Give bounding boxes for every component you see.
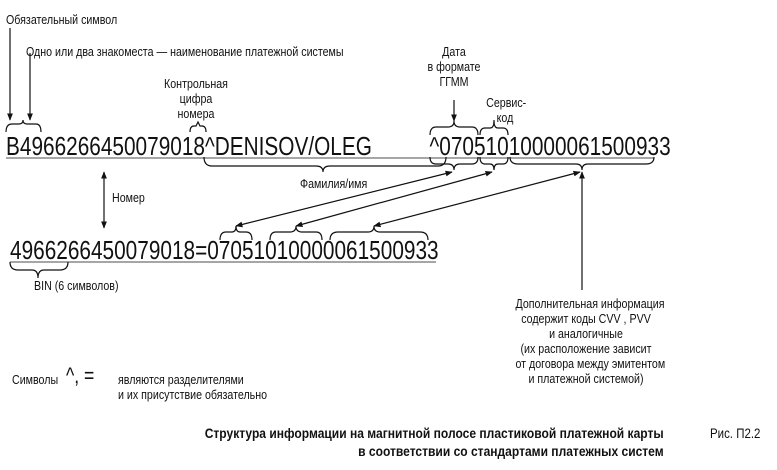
additional-info-label <box>515 296 666 386</box>
surname-name-label: Фамилия/имя <box>300 176 368 191</box>
additional-info-line-3: и аналогичные <box>549 326 623 341</box>
check-digit-line-2: цифра <box>179 91 213 106</box>
service-code-line-1: Сервис- <box>486 95 527 110</box>
additional-info-line-2: содержит коды CVV , PVV <box>521 311 651 326</box>
separators-text-line-2: и их присутствие обязательно <box>118 387 268 402</box>
figure-label: Рис. П2.2 <box>710 425 761 441</box>
one-or-two-chars-label: Одно или два знакоместа — наименование платежной системы <box>26 44 344 59</box>
track1-separator-1: ^ <box>204 131 215 161</box>
service-code-label <box>486 95 527 125</box>
figure-caption <box>205 424 664 460</box>
additional-info-line-6: и платежной системой) <box>528 371 644 386</box>
separators-text-line-1: являются разделителями <box>118 372 244 387</box>
check-digit-line-3: номера <box>177 106 215 121</box>
separators-text <box>118 372 267 402</box>
date-line-2: в формате <box>427 59 481 74</box>
track2-line: 4966266450079018=07051010000061500933 <box>10 235 439 265</box>
additional-info-line-5: от договора между эмитентом <box>515 356 666 371</box>
date-line-3: ГГММ <box>439 74 469 89</box>
number-label: Номер <box>112 190 145 205</box>
track1-line <box>6 132 671 160</box>
service-code-line-2: код <box>496 110 514 125</box>
mandatory-symbol-label: Обязательный символ <box>6 12 118 27</box>
check-digit-label <box>157 76 236 121</box>
date-line-1: Дата <box>442 44 466 59</box>
bin-label: BIN (6 символов) <box>34 278 119 293</box>
track1-start: B4966266450079018 <box>6 131 205 161</box>
caption-line-1: Структура информации на магнитной полосе пластиковой платежной карты <box>205 425 664 441</box>
track1-name: DENISOV/OLEG <box>214 131 372 161</box>
check-digit-line-1: Контрольная <box>164 76 228 91</box>
additional-link-arrow <box>374 172 580 226</box>
date-label <box>420 44 489 89</box>
caption-line-2: в соответствии со стандартами платежных систем <box>358 443 664 459</box>
separators-prefix: Символы <box>12 372 59 387</box>
additional-info-line-4: (их расположение зависит <box>520 341 652 356</box>
track1-separator-2: ^ <box>429 131 440 161</box>
separators-symbols: ^, = <box>66 363 95 388</box>
additional-info-line-1: Дополнительная информация <box>515 296 665 311</box>
track1-data: 07051010000061500933 <box>439 131 671 161</box>
